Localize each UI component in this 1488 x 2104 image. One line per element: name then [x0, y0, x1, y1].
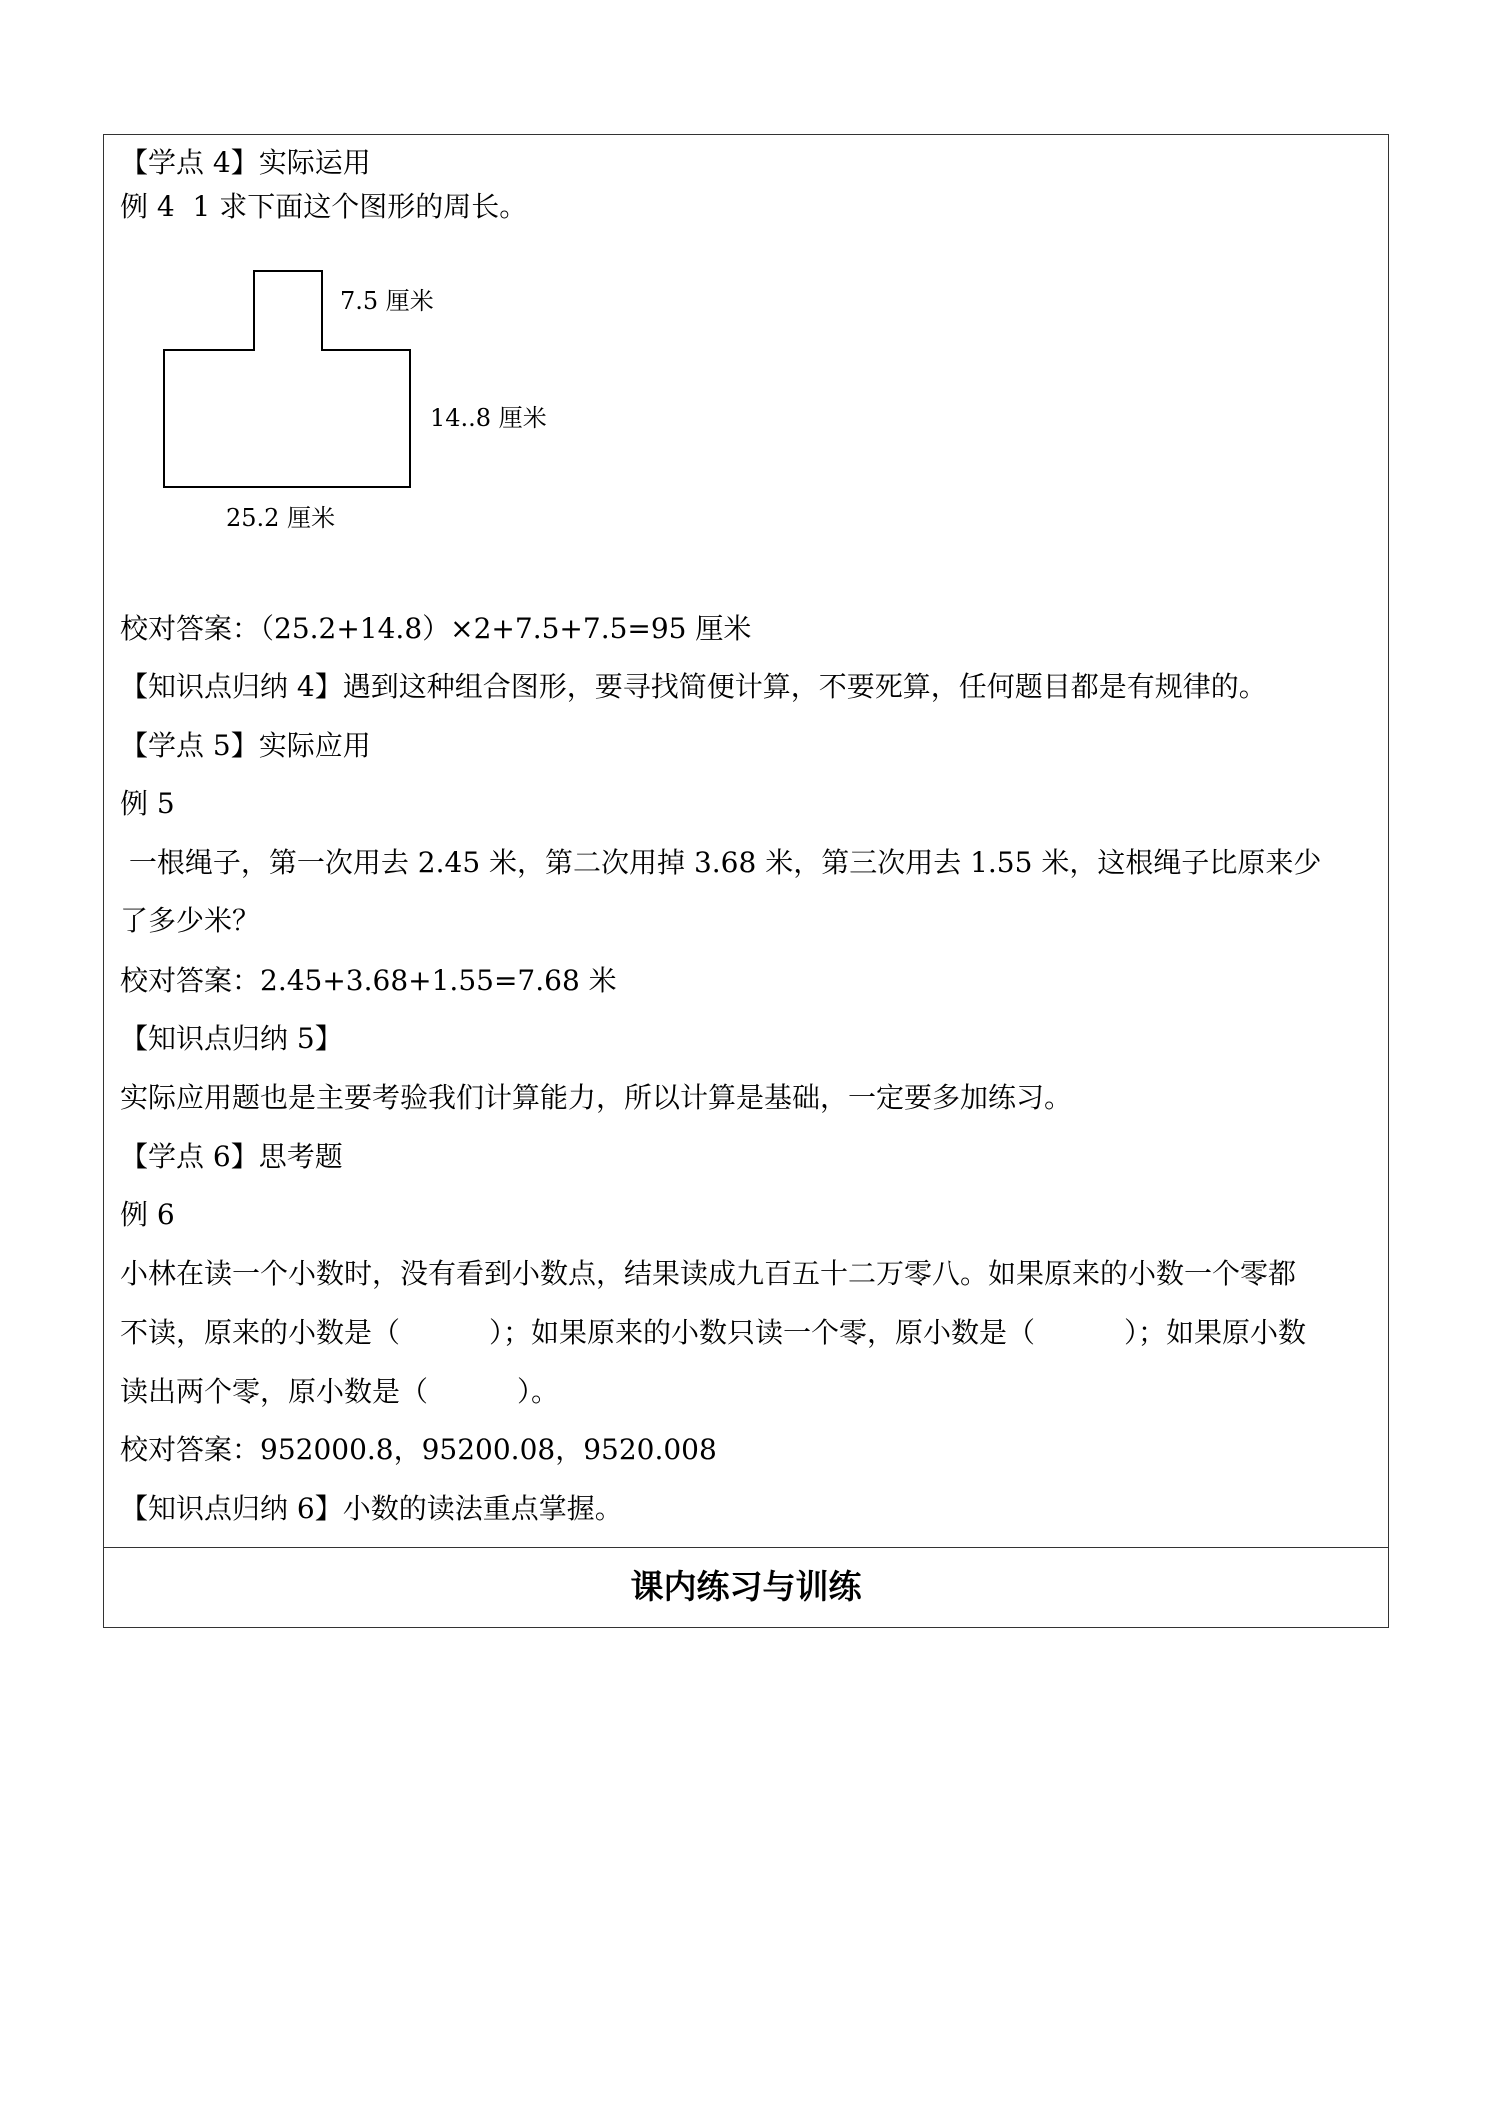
section5-heading: 【学点 5】实际应用	[120, 729, 371, 762]
figure-label-right: 14..8 厘米	[430, 404, 547, 432]
section5-question-line1: 一根绳子，第一次用去 2.45 米，第二次用掉 3.68 米，第三次用去 1.55 米，这根绳子比原来少	[120, 846, 1322, 879]
section5-question-line2: 了多少米？	[120, 904, 261, 937]
footer-title: 课内练习与训练	[630, 1567, 862, 1606]
section5-summary-text: 实际应用题也是主要考验我们计算能力，所以计算是基础，一定要多加练习。	[120, 1081, 1073, 1114]
section6-question-line2: 不读，原来的小数是（ ）；如果原来的小数只读一个零，原小数是（ ）；如果原小数	[120, 1316, 1307, 1349]
section5-answer: 校对答案：2.45+3.68+1.55=7.68 米	[120, 964, 617, 997]
content-table	[103, 134, 1389, 1628]
section4-summary: 【知识点归纳 4】遇到这种组合图形，要寻找简便计算，不要死算，任何题目都是有规律的。	[120, 670, 1267, 703]
figure-outline	[164, 271, 410, 487]
section5-summary-title: 【知识点归纳 5】	[120, 1022, 343, 1055]
figure-label-bottom: 25.2 厘米	[226, 504, 336, 532]
section6-summary: 【知识点归纳 6】小数的读法重点掌握。	[120, 1492, 623, 1525]
section6-question-line1: 小林在读一个小数时，没有看到小数点，结果读成九百五十二万零八。如果原来的小数一个零都	[120, 1257, 1297, 1290]
section6-heading: 【学点 6】思考题	[120, 1140, 343, 1173]
table-divider	[104, 1547, 1388, 1548]
section4-answer: 校对答案：（25.2+14.8）×2+7.5+7.5=95 厘米	[120, 612, 752, 645]
section6-example: 例 6	[120, 1198, 175, 1231]
section4-example: 例 4 1 求下面这个图形的周长。	[120, 190, 528, 223]
section5-example: 例 5	[120, 787, 175, 820]
figure-label-top: 7.5 厘米	[340, 287, 434, 315]
section4-heading: 【学点 4】实际运用	[120, 146, 371, 179]
section6-answer: 校对答案：952000.8，95200.08，9520.008	[120, 1433, 717, 1466]
section6-question-line3: 读出两个零，原小数是（ ）。	[120, 1375, 560, 1408]
